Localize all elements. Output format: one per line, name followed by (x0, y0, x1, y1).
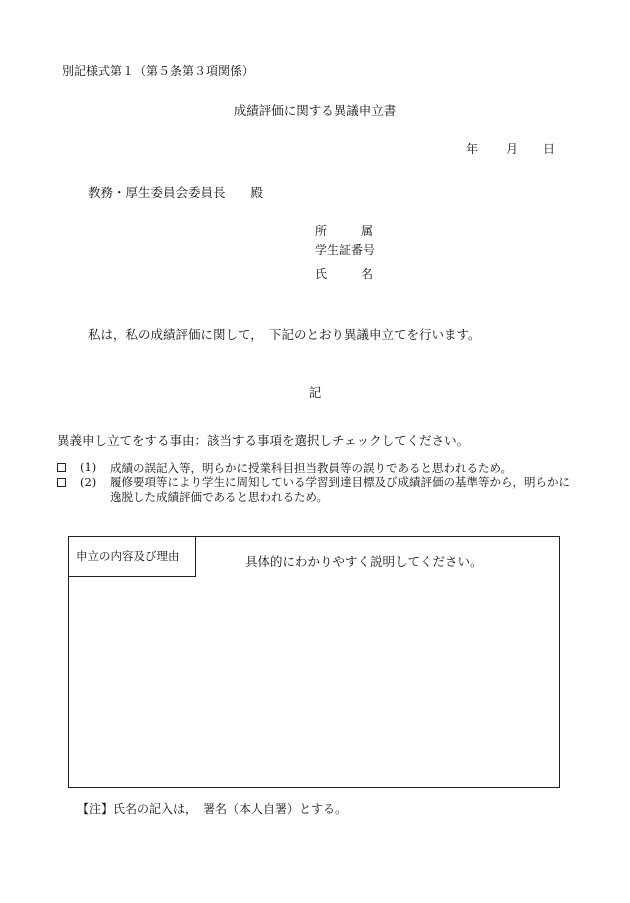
reason-1-text: 成績の誤記入等，明らかに授業科目担当教員等の誤りであると思われるため。 (110, 461, 513, 475)
document-title: 成績評価に関する異議申立書 (233, 103, 397, 118)
details-box[interactable] (68, 536, 560, 788)
name-label-char-2: 名 (360, 267, 373, 281)
reason-item-2 (57, 475, 580, 505)
reason-2-checkbox[interactable] (57, 478, 66, 487)
signature-note: 【注】氏名の記入は， 署名（本人自署）とする。 (77, 802, 348, 816)
student-id-label: 学生証番号 (315, 243, 376, 257)
ki-heading: 記 (308, 385, 322, 400)
reason-item-1 (57, 460, 512, 476)
reason-2-number: (2) (80, 475, 97, 489)
date-day-label: 日 (543, 142, 556, 156)
affiliation-label (315, 222, 373, 239)
form-reference: 別記様式第１（第５条第３項関係） (62, 64, 255, 78)
addressee: 教務・厚生委員会委員長 殿 (88, 185, 264, 200)
affiliation-label-char-1: 所 (315, 224, 328, 238)
details-box-label: 申立の内容及び理由 (69, 537, 196, 577)
date-year-label: 年 (466, 142, 479, 156)
statement: 私は，私の成績評価に関して， 下記のとおり異議申立てを行います。 (88, 327, 481, 342)
details-box-hint: 具体的にわかりやすく説明してください。 (245, 554, 483, 569)
reason-2-text: 履修要項等により学生に周知している学習到達目標及び成績評価の基準等から，明らかに逸脱した成績評価であると思われるため。 (110, 475, 570, 504)
reason-1-number: (1) (80, 460, 97, 474)
reason-1-checkbox[interactable] (57, 463, 66, 472)
affiliation-label-char-2: 属 (360, 224, 373, 238)
name-label-char-1: 氏 (315, 267, 328, 281)
name-label (315, 265, 373, 282)
reasons-heading: 異義申し立てをする事由：該当する事項を選択しチェックしてください。 (57, 433, 470, 448)
date-month-label: 月 (506, 142, 519, 156)
